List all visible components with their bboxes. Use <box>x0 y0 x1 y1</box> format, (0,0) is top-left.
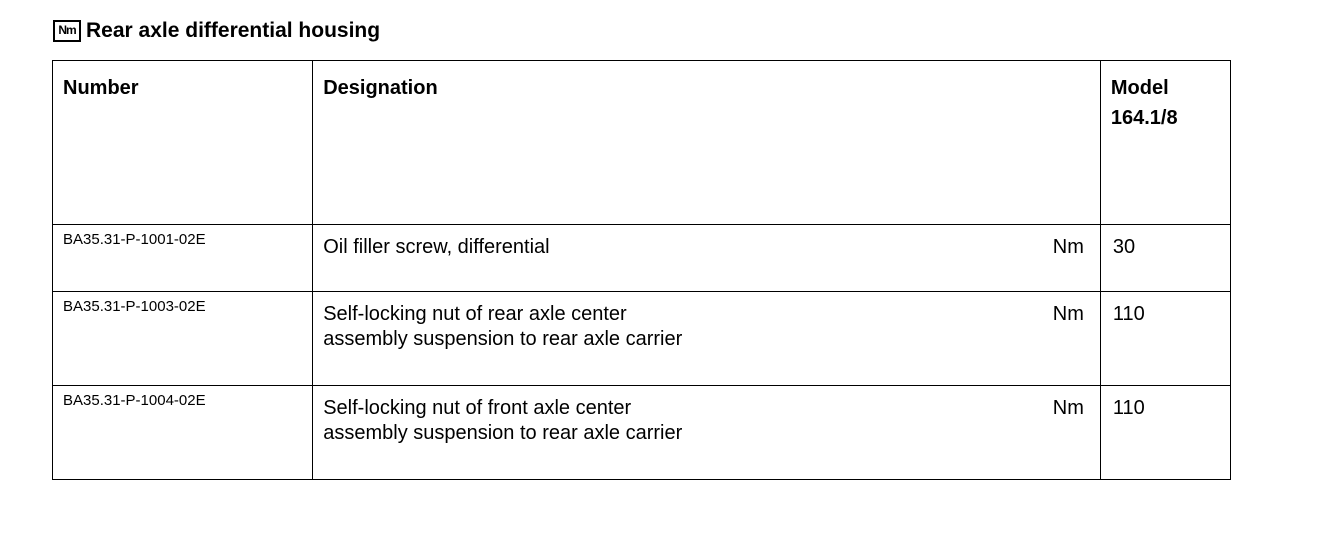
column-header-designation: Designation <box>313 61 1101 225</box>
model-value-cell: 30 <box>1100 225 1230 292</box>
designation-cell <box>313 292 1101 386</box>
table-row <box>53 225 1231 292</box>
number-cell: BA35.31-P-1001-02E <box>53 225 313 292</box>
column-header-model <box>1100 61 1230 225</box>
unit-label: Nm <box>1052 303 1084 325</box>
column-header-number: Number <box>53 61 313 225</box>
designation-cell <box>313 386 1101 480</box>
designation-line: assembly suspension to rear axle carrier <box>323 422 683 444</box>
designation-line: Self-locking nut of rear axle center <box>323 303 627 325</box>
model-header-code: 164.1/8 <box>1110 107 1178 129</box>
model-header-label: Model <box>1110 77 1169 99</box>
table-row <box>53 386 1231 480</box>
table-header-row <box>53 61 1231 225</box>
model-value-cell: 110 <box>1100 386 1230 480</box>
page-title: Rear axle differential housing <box>86 19 381 42</box>
designation-line: Oil filler screw, differential <box>323 236 550 258</box>
number-cell: BA35.31-P-1003-02E <box>53 292 313 386</box>
designation-line: Self-locking nut of front axle center <box>323 397 632 419</box>
page-header <box>53 14 380 44</box>
designation-cell <box>313 225 1101 292</box>
number-cell: BA35.31-P-1004-02E <box>53 386 313 480</box>
unit-label: Nm <box>1052 397 1084 419</box>
table-row <box>53 292 1231 386</box>
designation-line: assembly suspension to rear axle carrier <box>323 328 683 350</box>
torque-nm-icon: Nm <box>53 20 81 42</box>
unit-label: Nm <box>1052 236 1084 258</box>
torque-specification-table <box>52 60 1231 480</box>
model-value-cell: 110 <box>1100 292 1230 386</box>
